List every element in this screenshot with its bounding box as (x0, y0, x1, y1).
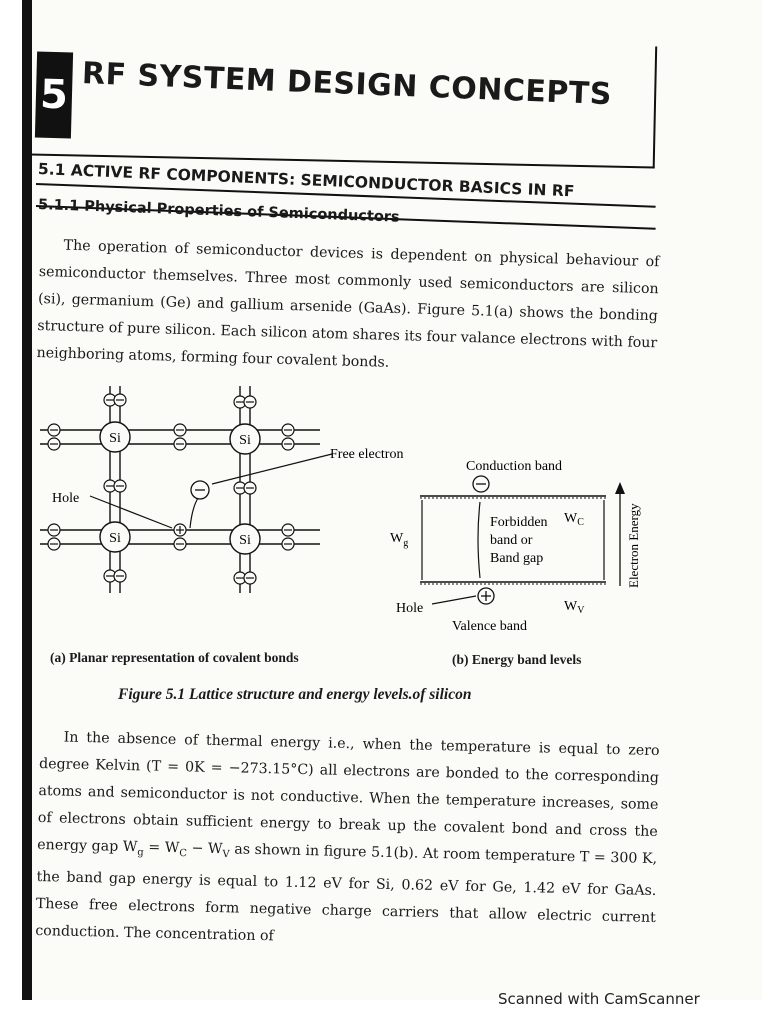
forbidden-line2: band or (490, 533, 533, 548)
chapter-title: RF SYSTEM DESIGN CONCEPTS (81, 56, 613, 113)
si-atom (100, 422, 130, 452)
chapter-number: 5 (35, 52, 73, 139)
si-atom (100, 522, 130, 552)
wc-subscript-text: C (179, 848, 187, 860)
svg-text:WC (564, 511, 584, 528)
forbidden-line3: Band gap (490, 551, 544, 566)
wv-label: W (564, 599, 578, 614)
wg-subscript: g (403, 538, 409, 549)
paragraph-intro: The operation of semiconductor devices is dependent on physical behaviour of semiconductor themselves. Three most commonly used semiconductors are silicon (si), germanium (Ge) and gallium arsenide (GaAs). Figure 5.1(a) shows the bonding structure of pure silicon. Each silicon atom shares its four valance electrons with four neighboring atoms, forming four covalent bonds. (36, 237, 660, 371)
paragraph-thermal-part3: − W (186, 840, 223, 858)
hole-marker (174, 524, 186, 536)
free-electron-label: Free electron (330, 447, 404, 462)
si-atom-label: Si (239, 433, 251, 448)
electron-energy-label: Electron Energy (626, 503, 641, 588)
energy-band-diagram (390, 459, 641, 634)
conduction-band-label: Conduction band (466, 459, 563, 474)
bond-electrons (48, 394, 294, 584)
wv-subscript: V (577, 605, 585, 616)
wg-subscript-text: g (137, 847, 144, 859)
camscanner-watermark: Scanned with CamScanner (498, 990, 700, 1008)
valence-band-label: Valence band (452, 619, 528, 634)
si-atom (230, 524, 260, 554)
si-atom-label: Si (109, 531, 121, 546)
subsection-title: 5.1.1 Physical Properties of Semiconductors (37, 197, 400, 226)
si-atom (230, 424, 260, 454)
figure-5-1 (40, 378, 660, 646)
wc-label: W (564, 511, 578, 526)
paragraph-thermal (35, 724, 660, 959)
si-atom-label: Si (109, 431, 121, 446)
wg-label: W (390, 531, 404, 546)
arrows (90, 454, 332, 528)
paragraph-thermal-part2: = W (143, 839, 180, 857)
caption-b: (b) Energy band levels (452, 652, 582, 667)
wc-subscript: C (577, 517, 584, 528)
hole-label-left: Hole (52, 491, 80, 506)
wv-subscript-text: V (222, 849, 230, 861)
paragraph-thermal-part1: In the absence of thermal energy i.e., when the temperature is equal to zero degree Kelvin (T = 0K = −273.15°C) all electrons are bonded to the corresponding atoms and semiconductor is not conductive. When the temperature increases, some of electrons obtain sufficient energy to break up the covalent bond and cross the energy gap W (37, 729, 660, 856)
svg-text:Wg (390, 531, 408, 549)
free-electron (191, 481, 209, 499)
lattice-diagram (40, 386, 320, 593)
paragraph-thermal-part4: as shown in figure 5.1(b). At room temperature T = 300 K, the band gap energy is equal to 1.12 eV for Si, 0.62 eV for Ge, 1.42 eV for GaAs. These free electrons form negative charge carriers that allow electric current conduction. The concentration of (35, 841, 658, 945)
section-title: 5.1 ACTIVE RF COMPONENTS: SEMICONDUCTOR BASICS IN RF (37, 160, 575, 201)
svg-text:WV (564, 599, 585, 616)
forbidden-line1: Forbidden (490, 515, 548, 530)
figure-caption: Figure 5.1 Lattice structure and energy levels.of silicon (118, 686, 472, 703)
hole-label-right: Hole (396, 601, 424, 616)
caption-a: (a) Planar representation of covalent bonds (50, 650, 299, 665)
si-atom-label: Si (239, 533, 251, 548)
